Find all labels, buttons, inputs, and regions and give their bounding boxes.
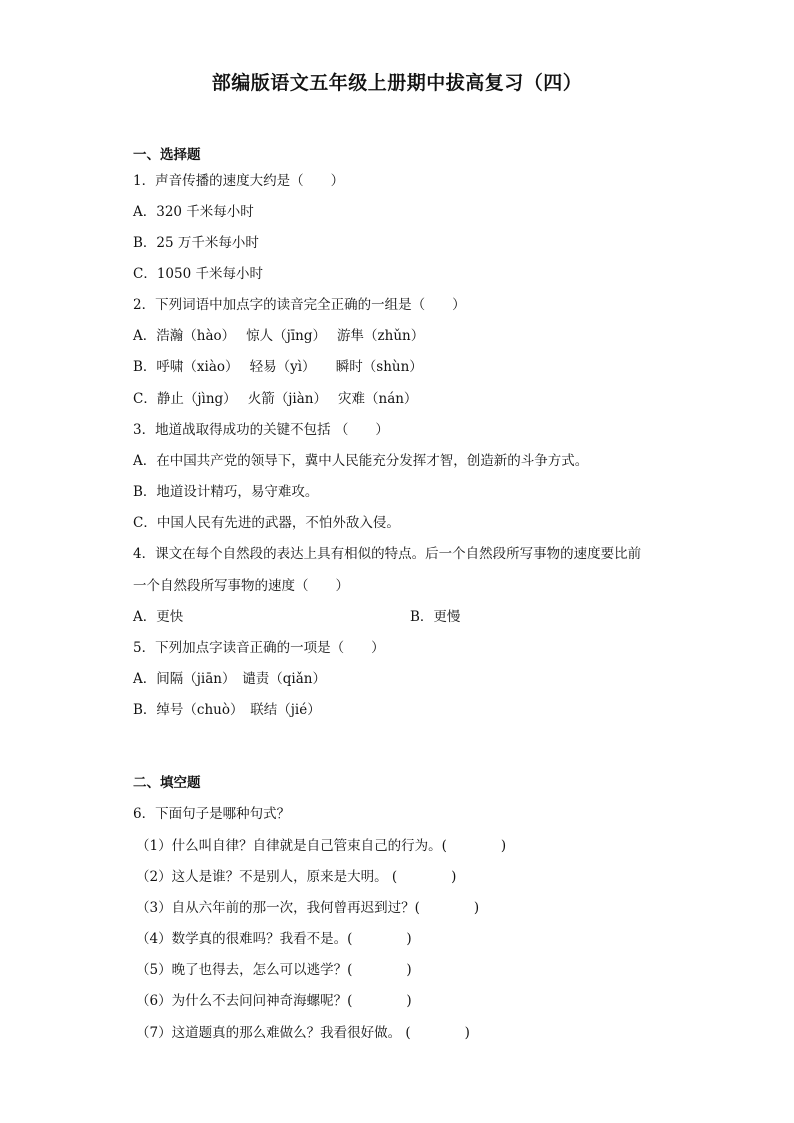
question-2-stem: 2．下列词语中加点字的读音完全正确的一组是（ ） [133,297,466,313]
question-6-item-1: （1）什么叫自律？自律就是自己管束自己的行为。( ) [136,838,507,854]
question-6-stem: 6．下面句子是哪种句式？ [133,806,291,822]
section-heading-fill-in: 二、填空题 [133,775,201,791]
question-5-option-a: A．间隔（jiān） 谴责（qiǎn） [133,671,326,687]
question-2-option-a: A．浩瀚（hào） 惊人（jīng） 游隼（zhǔn） [133,328,425,344]
question-1-stem: 1．声音传播的速度大约是（ ） [133,173,345,189]
question-6-item-6: （6）为什么不去问问神奇海螺呢？( ) [136,993,412,1009]
section-heading-choice: 一、选择题 [133,147,201,163]
question-2-option-c: C．静止（jìng） 火箭（jiàn） 灾难（nán） [133,391,418,407]
question-6-item-2: （2）这人是谁？不是别人，原来是大明。 ( ) [136,869,457,885]
question-3-option-b: B．地道设计精巧，易守难攻。 [133,484,319,500]
question-1-option-a: A．320 千米每小时 [133,204,254,220]
question-3-stem: 3．地道战取得成功的关键不包括 （ ） [133,422,389,438]
question-3-option-a: A．在中国共产党的领导下，冀中人民能充分发挥才智，创造新的斗争方式。 [133,453,589,469]
question-4-stem-line-1: 4．课文在每个自然段的表达上具有相似的特点。后一个自然段所写事物的速度要比前 [133,546,642,562]
question-2-option-b: B．呼啸（xiào） 轻易（yì） 瞬时（shùn） [133,359,423,375]
question-6-item-5: （5）晚了也得去，怎么可以逃学？( ) [136,962,412,978]
question-3-option-c: C．中国人民有先进的武器，不怕外敌入侵。 [133,515,400,531]
question-4-stem-line-2: 一个自然段所写事物的速度（ ） [133,578,349,594]
question-5-stem: 5．下列加点字读音正确的一项是（ ） [133,640,385,656]
page-title: 部编版语文五年级上册期中拔高复习（四） [211,72,583,94]
question-5-option-b: B．绰号（chuò） 联结（jié） [133,702,321,718]
question-1-option-b: B．25 万千米每小时 [133,235,259,251]
question-4-option-a: A．更快 [133,609,184,625]
question-6-item-7: （7）这道题真的那么难做么？我看很好做。 ( ) [136,1025,470,1041]
question-1-option-c: C．1050 千米每小时 [133,266,263,282]
question-4-option-b: B．更慢 [410,609,461,625]
question-6-item-4: （4）数学真的很难吗？我看不是。( ) [136,931,412,947]
question-6-item-3: （3）自从六年前的那一次，我何曾再迟到过？( ) [136,900,480,916]
